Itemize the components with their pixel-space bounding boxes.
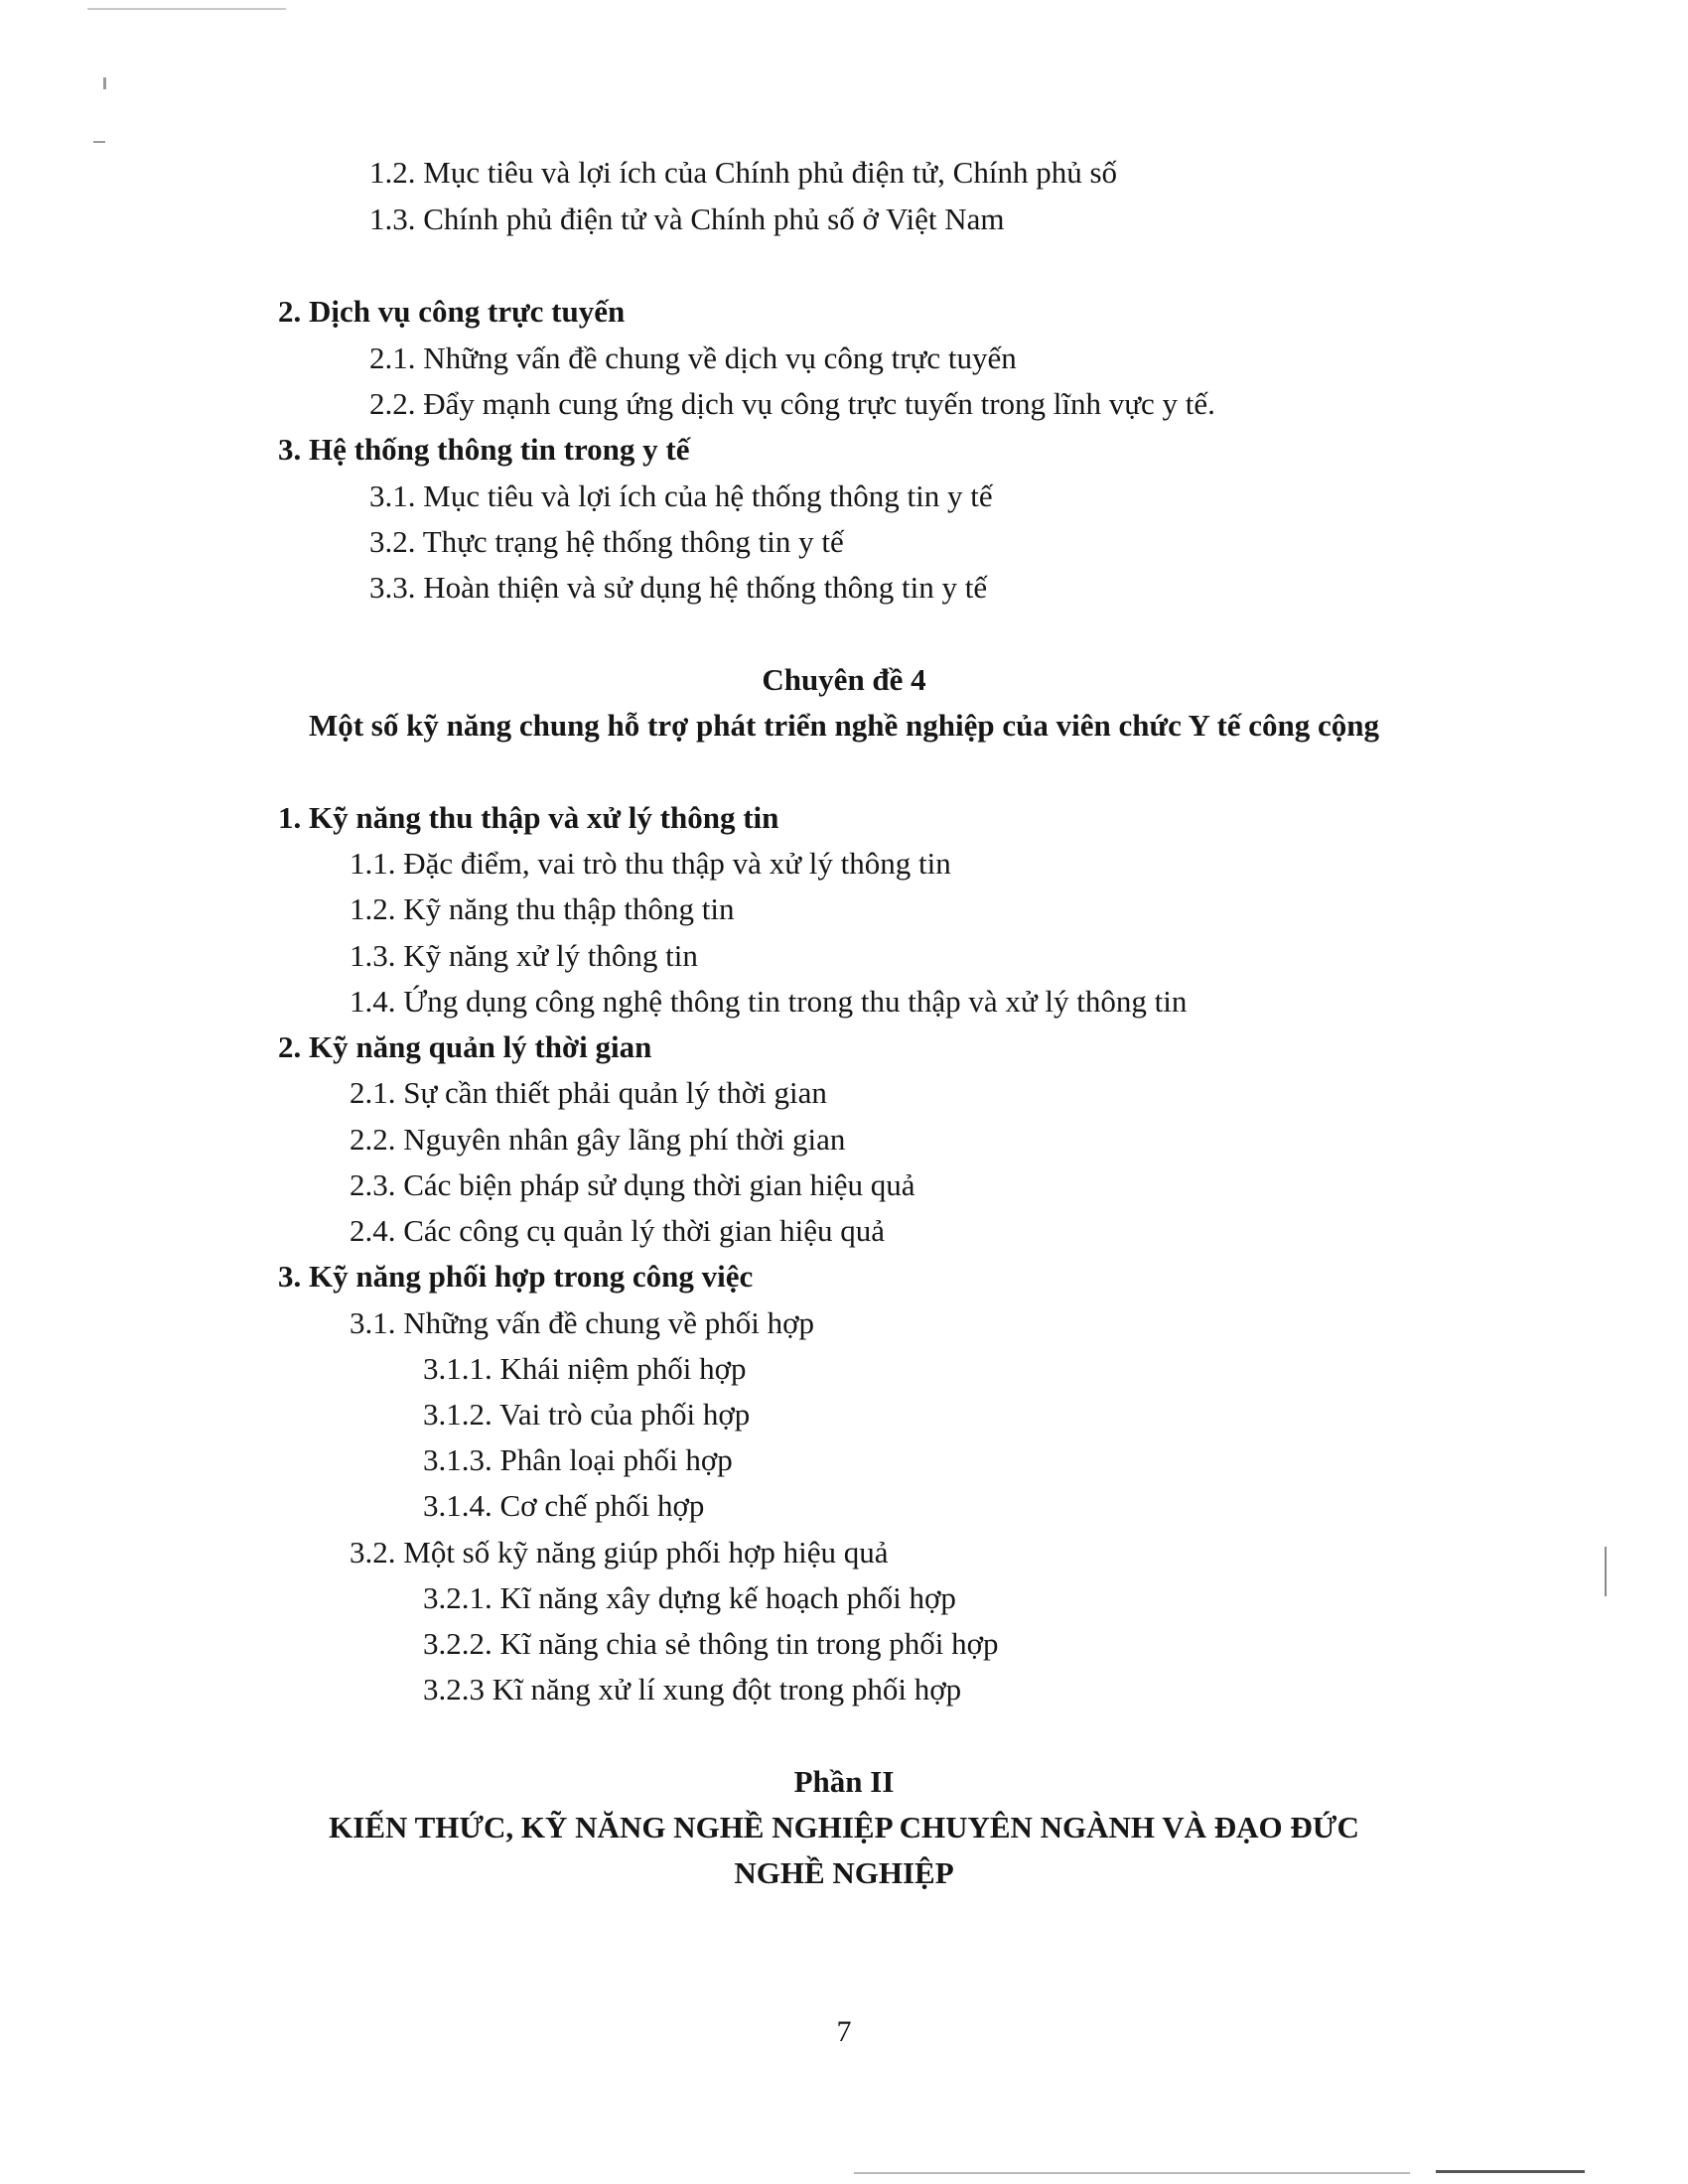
toc-item-3-2-2: 3.2.2. Kĩ năng chia sẻ thông tin trong phối hợp <box>423 1626 999 1661</box>
toc-item-1-2: 1.2. Kỹ năng thu thập thông tin <box>350 891 735 926</box>
toc-item-1-1: 1.1. Đặc điểm, vai trò thu thập và xử lý thông tin <box>350 846 951 881</box>
toc-item-3-2-1: 3.2.1. Kĩ năng xây dựng kế hoạch phối hợp <box>423 1580 956 1615</box>
scan-artifact-mark <box>103 77 106 89</box>
toc-item-3-1-2: 3.1.2. Vai trò của phối hợp <box>423 1397 751 1432</box>
toc-item-1-4: 1.4. Ứng dụng công nghệ thông tin trong thu thập và xử lý thông tin <box>350 984 1188 1019</box>
section-heading-1: 1. Kỹ năng thu thập và xử lý thông tin <box>278 800 779 835</box>
scan-artifact-mark <box>93 141 105 143</box>
toc-item-1-3: 1.3. Kỹ năng xử lý thông tin <box>350 938 698 973</box>
toc-item-2-2: 2.2. Nguyên nhân gây lãng phí thời gian <box>350 1122 846 1157</box>
toc-item-3-3: 3.3. Hoàn thiện và sử dụng hệ thống thông tin y tế <box>369 570 988 605</box>
page-number: 7 <box>836 2015 852 2048</box>
toc-item-3-1: 3.1. Những vấn đề chung về phối hợp <box>350 1305 814 1340</box>
section-heading-3: 3. Kỹ năng phối hợp trong công việc <box>278 1259 754 1294</box>
part-subtitle-line-1: KIẾN THỨC, KỸ NĂNG NGHỀ NGHIỆP CHUYÊN NGÀNH VÀ ĐẠO ĐỨC <box>329 1810 1359 1844</box>
toc-item-3-2-3: 3.2.3 Kĩ năng xử lí xung đột trong phối hợp <box>423 1672 962 1706</box>
topic-subtitle: Một số kỹ năng chung hỗ trợ phát triển nghề nghiệp của viên chức Y tế công cộng <box>308 708 1380 743</box>
toc-item-3-1-1: 3.1.1. Khái niệm phối hợp <box>423 1351 747 1386</box>
toc-item-2-1: 2.1. Sự cần thiết phải quản lý thời gian <box>350 1075 827 1110</box>
part-title: Phần II <box>793 1764 895 1799</box>
toc-item-2-4: 2.4. Các công cụ quản lý thời gian hiệu quả <box>350 1213 885 1248</box>
toc-item-3-2: 3.2. Thực trạng hệ thống thông tin y tế <box>369 524 844 559</box>
toc-item-3-2: 3.2. Một số kỹ năng giúp phối hợp hiệu quả <box>350 1535 889 1570</box>
topic-title: Chuyên đề 4 <box>762 662 926 697</box>
scan-artifact-top <box>87 8 286 10</box>
toc-item-1-3: 1.3. Chính phủ điện tử và Chính phủ số ở Việt Nam <box>369 202 1005 236</box>
toc-item-1-2: 1.2. Mục tiêu và lợi ích của Chính phủ điện tử, Chính phủ số <box>369 155 1118 190</box>
toc-item-3-1: 3.1. Mục tiêu và lợi ích của hệ thống thông tin y tế <box>369 478 993 513</box>
scan-artifact-right <box>1605 1547 1607 1596</box>
section-heading-2: 2. Kỹ năng quản lý thời gian <box>278 1029 652 1064</box>
toc-item-2-3: 2.3. Các biện pháp sử dụng thời gian hiệu quả <box>350 1167 915 1202</box>
section-heading-2: 2. Dịch vụ công trực tuyến <box>278 294 626 329</box>
scan-artifact-bottom <box>1436 2170 1585 2173</box>
toc-item-3-1-4: 3.1.4. Cơ chế phối hợp <box>423 1488 705 1523</box>
scan-artifact-bottom <box>854 2172 1410 2174</box>
toc-item-2-1: 2.1. Những vấn đề chung về dịch vụ công trực tuyến <box>369 341 1017 375</box>
part-subtitle-line-2: NGHỀ NGHIỆP <box>734 1855 954 1890</box>
toc-item-2-2: 2.2. Đẩy mạnh cung ứng dịch vụ công trực tuyến trong lĩnh vực y tế. <box>369 386 1215 421</box>
section-heading-3: 3. Hệ thống thông tin trong y tế <box>278 432 690 467</box>
toc-item-3-1-3: 3.1.3. Phân loại phối hợp <box>423 1442 733 1477</box>
